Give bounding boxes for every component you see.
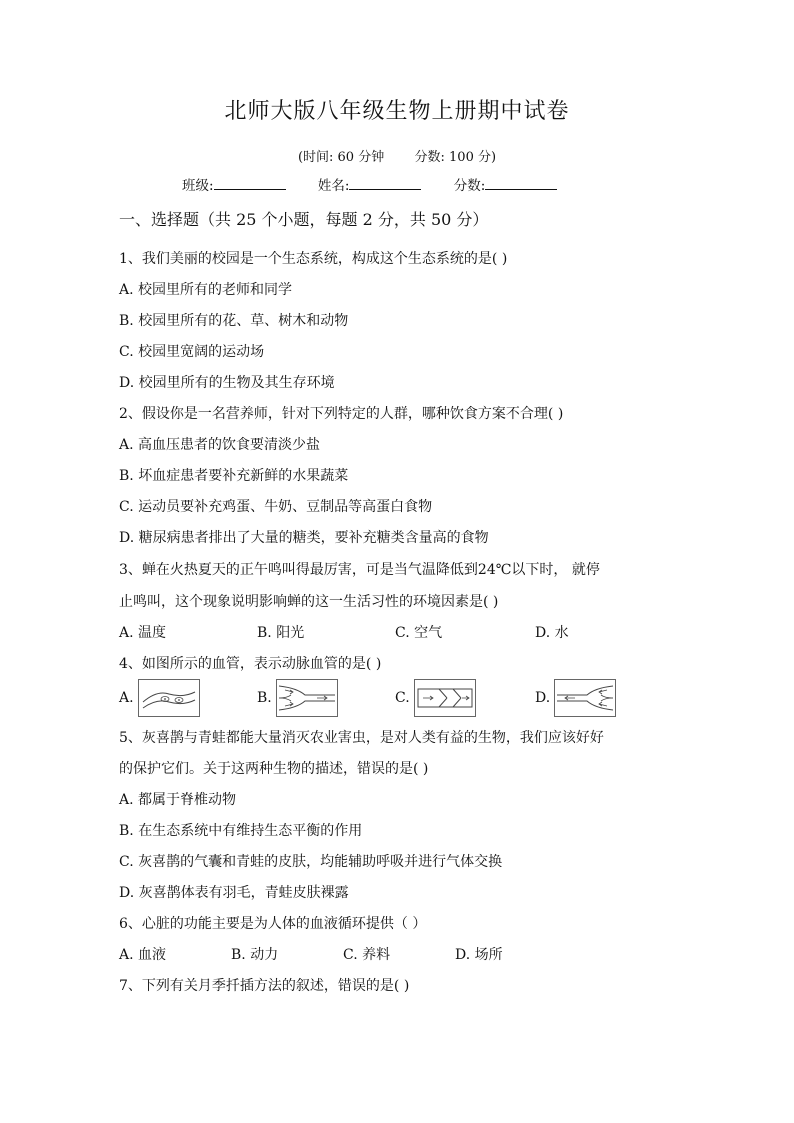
question-6-option-b: B. 动力 — [231, 947, 279, 963]
question-6-stem: 6、心脏的功能主要是为人体的血液循环提供（ ） — [119, 916, 427, 932]
student-info-line — [182, 174, 585, 194]
score-field-label: 分数: — [453, 178, 486, 194]
exam-time-score — [0, 146, 794, 165]
question-4-option-b — [257, 679, 395, 717]
question-1-stem: 1、我们美丽的校园是一个生态系统，构成这个生态系统的是( ) — [119, 251, 508, 267]
question-4-option-c — [395, 679, 535, 717]
score-value: 100 分) — [449, 150, 497, 165]
question-3-option-d: D. 水 — [535, 625, 569, 641]
score-field — [454, 174, 558, 194]
question-2-option-a: A. 高血压患者的饮食要清淡少盐 — [119, 437, 321, 453]
name-field — [318, 174, 422, 194]
question-6-option-a: A. 血液 — [119, 947, 167, 963]
question-1-option-c: C. 校园里宽阔的运动场 — [119, 344, 265, 360]
question-5-option-d: D. 灰喜鹊体表有羽毛，青蛙皮肤裸露 — [119, 885, 349, 901]
question-4-option-c-label: C. — [395, 690, 410, 706]
question-4-option-d — [535, 679, 616, 717]
question-5-option-b: B. 在生态系统中有维持生态平衡的作用 — [119, 823, 363, 839]
question-2-stem: 2、假设你是一名营养师，针对下列特定的人群，哪种饮食方案不合理( ) — [119, 406, 564, 422]
question-3-option-b: B. 阳光 — [257, 625, 305, 641]
capillary-figure — [138, 679, 200, 717]
time-value: 60 分钟 — [337, 150, 385, 165]
time-label: (时间: — [297, 150, 334, 165]
section-heading: 一、选择题（共 25 个小题，每题 2 分，共 50 分） — [119, 210, 489, 229]
question-7-stem: 7、下列有关月季扦插方法的叙述，错误的是( ) — [119, 978, 410, 994]
question-1-option-b: B. 校园里所有的花、草、树木和动物 — [119, 313, 349, 329]
question-5-stem-line2: 的保护它们。关于这两种生物的描述，错误的是( ) — [119, 761, 429, 777]
question-3-options — [119, 622, 569, 642]
question-1-option-d: D. 校园里所有的生物及其生存环境 — [119, 375, 335, 391]
question-4-options — [119, 679, 616, 717]
question-2-option-d: D. 糖尿病患者排出了大量的糖类，要补充糖类含量高的食物 — [119, 530, 489, 546]
exam-title: 北师大版八年级生物上册期中试卷 — [224, 99, 570, 124]
class-field — [182, 174, 286, 194]
question-4-option-d-label: D. — [535, 690, 551, 706]
question-4-option-a — [119, 679, 257, 717]
question-6-options — [119, 944, 503, 964]
branching-vessel-figure — [554, 679, 616, 717]
question-3-option-c: C. 空气 — [395, 625, 443, 641]
question-5-option-a: A. 都属于脊椎动物 — [119, 792, 237, 808]
question-4-stem: 4、如图所示的血管，表示动脉血管的是( ) — [119, 656, 382, 672]
converging-vessel-figure — [276, 679, 338, 717]
class-label: 班级: — [182, 178, 214, 194]
name-blank — [349, 175, 421, 190]
question-3-option-a: A. 温度 — [119, 625, 167, 641]
question-2-option-b: B. 坏血症患者要补充新鲜的水果蔬菜 — [119, 468, 349, 484]
score-blank — [485, 175, 557, 190]
valve-vessel-figure — [414, 679, 476, 717]
question-3-stem-line2: 止鸣叫，这个现象说明影响蝉的这一生活习性的环境因素是( ) — [119, 594, 499, 610]
question-4-option-a-label: A. — [119, 690, 134, 706]
question-6-option-d: D. 场所 — [455, 947, 503, 963]
question-2-option-c: C. 运动员要补充鸡蛋、牛奶、豆制品等高蛋白食物 — [119, 499, 433, 515]
question-5-stem-line1: 5、灰喜鹊与青蛙都能大量消灭农业害虫，是对人类有益的生物，我们应该好好 — [119, 730, 604, 746]
score-label: 分数: — [414, 150, 445, 165]
question-5-option-c: C. 灰喜鹊的气囊和青蛙的皮肤，均能辅助呼吸并进行气体交换 — [119, 854, 503, 870]
name-label: 姓名: — [317, 178, 350, 194]
question-4-option-b-label: B. — [257, 690, 272, 706]
question-3-stem-line1: 3、蝉在火热夏天的正午鸣叫得最厉害，可是当气温降低到24℃以下时， 就停 — [119, 562, 600, 578]
question-6-option-c: C. 养料 — [343, 947, 391, 963]
question-1-option-a: A. 校园里所有的老师和同学 — [119, 282, 293, 298]
class-blank — [214, 175, 286, 190]
